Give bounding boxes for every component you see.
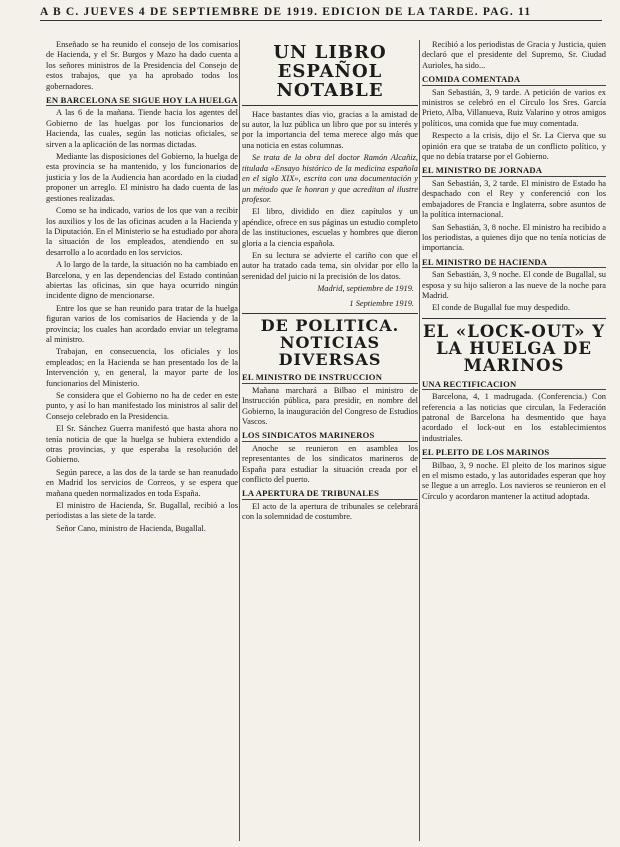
section-heading: EL PLEITO DE LOS MARINOS	[422, 447, 606, 458]
article-paragraph: El Sr. Sánchez Guerra manifestó que hasta ahora no tenía noticia de que la huelga se hubiera extendido a otras provincias, y que esperaba la resolución del Gobierno.	[46, 424, 238, 465]
article-paragraph: Trabajan, en consecuencia, los oficiales y los empleados; en la Hacienda se han presentado los de la Intervención y, en general, la mayor parte de los funcionarios del Ministerio.	[46, 347, 238, 388]
article-paragraph: Mañana marchará a Bilbao el ministro de Instrucción pública, para presidir, en nombre del Gobierno, la inauguración del Congreso de Estudios Vascos.	[242, 385, 418, 426]
article-paragraph: El libro, dividido en diez capítulos y un apéndice, ofrece en sus páginas un estudio completo de las instituciones, escuelas y hombres que dieron gloria a la ciencia española.	[242, 207, 418, 248]
section-heading: COMIDA COMENTADA	[422, 74, 606, 85]
section-heading: LOS SINDICATOS MARINEROS	[242, 430, 418, 441]
article-paragraph: Hace bastantes días vio, gracias a la amistad de su autor, la luz pública un libro que por su interés y por la importancia del tema merece algo más que una noticia en estas columnas.	[242, 109, 418, 150]
article-paragraph: Como se ha indicado, varios de los que van a recibir los auxilios y los de las oficinas acuden a la Hacienda y la Diputación. En el Ministerio se ha estudiado por ahora la situación de los empleados, atendiendo en su desarrollo a lo acordado en los servicios.	[46, 206, 238, 257]
article-dateline: Madrid, septiembre de 1919.	[317, 284, 414, 294]
column-rule	[419, 40, 420, 841]
column-left	[46, 40, 238, 841]
article-paragraph: Mediante las disposiciones del Gobierno, la huelga de esta provincia se ha mantenido, y los funcionarios de justicia y los de la Audiencia han acordado en la ciudad proponer un arreglo. El ministro ha dado cuenta de las gestiones realizadas.	[46, 152, 238, 203]
divider	[422, 318, 606, 319]
article-paragraph: San Sebastián, 3, 2 tarde. El ministro de Estado ha despachado con el Rey y conferenció con los embajadores de Francia e Inglaterra, sobre asuntos de la política internacional.	[422, 178, 606, 220]
running-head: A B C. JUEVES 4 DE SEPTIEMBRE DE 1919. EDICION DE LA TARDE. PAG. 11	[40, 6, 602, 21]
article-title: UN LIBRO ESPAÑOL NOTABLE	[242, 44, 418, 106]
article-paragraph: San Sebastián, 3, 9 tarde. A petición de varios ex ministros se celebró en el Círculo los Sres. García Prieto, Alba, Villanueva, Ruiz Valarino y otros amigos políticos, una comida que fue muy comentada.	[422, 87, 606, 128]
article-paragraph: San Sebastián, 3, 8 noche. El ministro ha recibido a los periodistas, a quienes dijo que no tenía noticias de importancia.	[422, 222, 606, 253]
article-paragraph: El conde de Bugallal fue muy despedido.	[432, 303, 570, 313]
article-paragraph: Anoche se reunieron en asamblea los representantes de los sindicatos marineros de España para estudiar la situación creada por el conflicto del puerto.	[242, 443, 418, 485]
article-paragraph: A las 6 de la mañana. Tiende hacia los agentes del Gobierno de las huelgas por los funcionarios de Hacienda, las cuales, según las noticias oficiales, se sirven a la aplicación de las normas dictadas.	[46, 108, 238, 149]
section-heading: LA APERTURA DE TRIBUNALES	[242, 488, 418, 499]
column-right	[422, 40, 606, 841]
section-title: DE POLITICA. NOTICIAS DIVERSAS	[260, 315, 400, 369]
article-paragraph: Recibió a los periodistas de Gracia y Justicia, quien declaró que el presidente del Supremo, Sr. Ciudad Aurioles, ha sido...	[422, 40, 606, 70]
column-middle	[242, 40, 418, 841]
section-heading: EL MINISTRO DE HACIENDA	[422, 257, 606, 268]
article-title: EL «LOCK-OUT» Y LA HUELGA DE MARINOS	[422, 321, 605, 376]
article-paragraph: Barcelona, 4, 1 madrugada. (Conferencia.) Con referencia a las noticias que circulan, la Federación patronal de Barcelona ha desmentido que haya acordado el lock-out en los establecimientos industriales.	[422, 392, 606, 443]
article-paragraph: Bilbao, 3, 9 noche. El pleito de los marinos sigue en el mismo estado, y las autoridades esperan que hoy se llegue a un arreglo. Los navieros se reunieron en el Círculo y acordaron mantener la actitud adoptada.	[422, 460, 606, 501]
article-paragraph: Enseñado se ha reunido el consejo de los comisarios de Hacienda, y el Sr. Burgos y Mazo ha dado cuenta a los señores ministros de la Presidencia del Consejo de estos trabajos, que ya ha aprobado todos los gobernadores.	[46, 40, 238, 91]
section-heading: EN BARCELONA SE SIGUE HOY LA HUELGA	[46, 95, 238, 106]
article-closing: Señor Cano, ministro de Hacienda, Bugallal.	[56, 523, 206, 533]
article-paragraph: Se trata de la obra del doctor Ramón Alcañiz, titulada «Ensayo histórico de la medicina española en el siglo XIX», escrita con una documentación y un método que le honran y que acreditan al ilustre profesor.	[242, 153, 418, 204]
article-paragraph: Se considera que el Gobierno no ha de ceder en este punto, y así lo han manifestado los ministros al salir del Consejo celebrado en la Presidencia.	[46, 391, 238, 421]
divider	[242, 313, 418, 314]
article-closing: 1 Septiembre 1919.	[349, 298, 414, 308]
article-paragraph: El ministro de Hacienda, Sr. Bugallal, recibió a los periodistas a las siete de la tarde.	[46, 501, 238, 521]
section-heading: UNA RECTIFICACION	[422, 379, 606, 390]
article-paragraph: Respecto a la crisis, dijo el Sr. La Cierva que su opinión era que se trataba de un conflicto político, y que no debía tratarse por el Gobierno.	[422, 131, 606, 162]
article-paragraph: A lo largo de la tarde, la situación no ha cambiado en Barcelona, y en las dependencias del Estado continúan abiertas las oficinas, sin que haya ocurrido ningún incidente digno de mencionarse.	[46, 260, 238, 301]
article-paragraph: En su lectura se advierte el cariño con que el autor ha tratado cada tema, sin olvidar por ello la serenidad del juicio ni la precisión de los datos.	[242, 250, 418, 281]
column-rule	[239, 40, 240, 841]
article-paragraph: Entre los que se han reunido para tratar de la huelga figuran varios de los comisarios de Hacienda y de la provincia; los cuales han acordado enviar un telegrama al ministro.	[46, 303, 238, 344]
section-heading: EL MINISTRO DE INSTRUCCION	[242, 372, 418, 383]
article-paragraph: Según parece, a las dos de la tarde se han reanudado en Madrid los servicios de Correos, y se espera que mañana queden normalizados en toda España.	[46, 467, 238, 498]
article-paragraph: San Sebastián, 3, 9 noche. El conde de Bugallal, su esposa y su hijo salieron a las nueve de la noche para Madrid.	[422, 270, 606, 300]
article-paragraph: El acto de la apertura de tribunales se celebrará con la solemnidad de costumbre.	[242, 501, 418, 522]
section-heading: EL MINISTRO DE JORNADA	[422, 165, 606, 176]
